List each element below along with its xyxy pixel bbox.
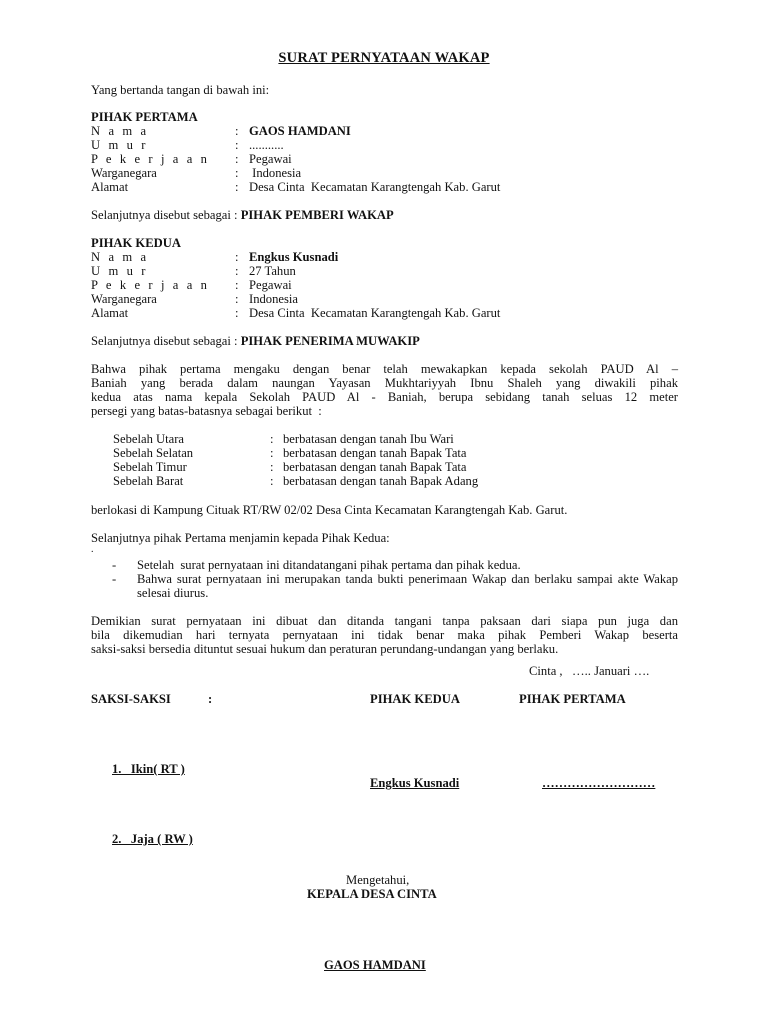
boundary-colon: : [270, 432, 274, 446]
acknowledge-role: KEPALA DESA CINTA [307, 887, 437, 901]
pihak-pertama-warganegara-row [91, 166, 691, 180]
pihak-kedua-umur-row [91, 264, 691, 278]
field-colon: : [235, 152, 239, 166]
statement-line: kedua atas nama kepala Sekolah PAUD Al - Baniah, berupa sebidang tanah seluas 12 meter [91, 390, 678, 404]
field-label: Alamat [91, 180, 129, 194]
boundary-row-east [91, 460, 691, 474]
pihak-pertama-nama-row [91, 124, 691, 138]
place-date: Cinta , ….. Januari …. [529, 664, 650, 678]
pihak-pertama-sign-name: ……………………… [542, 776, 656, 790]
document-title: SURAT PERNYATAAN WAKAP [278, 50, 490, 66]
statement-paragraph [91, 362, 678, 418]
boundary-row-west [91, 474, 691, 488]
pihak-pertama-heading: PIHAK PERTAMA [91, 110, 198, 124]
field-value: Pegawai [249, 152, 292, 166]
stray-mark: . [91, 544, 94, 555]
pihak-kedua-referred [91, 334, 420, 348]
bullet-dash: - [112, 572, 117, 586]
statement-line: Bahwa pihak pertama mengaku dengan benar telah mewakapkan kepada sekolah PAUD Al – [91, 362, 678, 376]
boundary-row-south [91, 446, 691, 460]
bullet-text: Setelah surat pernyataan ini ditandatangani pihak pertama dan pihak kedua. [137, 558, 521, 572]
boundary-value: berbatasan dengan tanah Bapak Adang [283, 474, 479, 488]
intro-text: Yang bertanda tangan di bawah ini: [91, 83, 270, 97]
field-colon: : [235, 264, 239, 278]
boundary-label: Sebelah Utara [113, 432, 184, 446]
pihak-kedua-warganegara-row [91, 292, 691, 306]
pihak-pertama-referred [91, 208, 394, 222]
field-colon: : [235, 166, 239, 180]
witness-2: 2. Jaja ( RW ) [112, 832, 193, 846]
statement-line: persegi yang batas-batasnya sebagai berikut : [91, 404, 322, 418]
field-value: Desa Cinta Kecamatan Karangtengah Kab. Garut [249, 306, 501, 320]
boundary-label: Sebelah Timur [113, 460, 187, 474]
field-colon: : [235, 292, 239, 306]
bullet-dash: - [112, 558, 117, 572]
pihak-kedua-nama-row [91, 250, 691, 264]
statement-line: Baniah yang berada dalam naungan Yayasan Mukhtariyyah Ibnu Shaleh yang diwakili pihak [91, 376, 678, 390]
pihak-pertama-alamat-row [91, 180, 691, 194]
pihak-kedua-pekerjaan-row [91, 278, 691, 292]
boundary-label: Sebelah Selatan [113, 446, 194, 460]
boundary-colon: : [270, 474, 274, 488]
field-value: Indonesia [249, 166, 302, 180]
boundary-row-north [91, 432, 691, 446]
boundary-colon: : [270, 446, 274, 460]
field-value: 27 Tahun [249, 264, 296, 278]
pihak-pertama-sign-label: PIHAK PERTAMA [519, 692, 626, 706]
field-value: Indonesia [249, 292, 298, 306]
acknowledge-name: GAOS HAMDANI [324, 958, 426, 972]
pihak-kedua-alamat-row [91, 306, 691, 320]
closing-line: Demikian surat pernyataan ini dibuat dan ditanda tangani tanpa paksaan dari siapa pun juga dan [91, 614, 678, 628]
bullet-text: Bahwa surat pernyataan ini merupakan tanda bukti penerimaan Wakap dan berlaku sampai akte Wakap selesai diurus. [137, 572, 678, 600]
field-colon: : [235, 278, 239, 292]
closing-line: saksi-saksi bersedia dituntut sesuai hukum dan peraturan perundang-undangan yang berlaku. [91, 642, 559, 656]
field-label: Warganegara [91, 166, 157, 180]
boundary-colon: : [270, 460, 274, 474]
field-label: U m u r [91, 138, 149, 152]
witness-1: 1. Ikin( RT ) [112, 762, 185, 776]
guarantee-intro: Selanjutnya pihak Pertama menjamin kepada Pihak Kedua: [91, 531, 390, 545]
boundary-value: berbatasan dengan tanah Bapak Tata [283, 446, 467, 460]
saksi-label: SAKSI-SAKSI [91, 692, 171, 706]
field-value: Desa Cinta Kecamatan Karangtengah Kab. Garut [249, 180, 501, 194]
field-label: Alamat [91, 306, 129, 320]
field-colon: : [235, 306, 239, 320]
field-label: N a m a [91, 250, 149, 264]
referred-name: PIHAK PEMBERI WAKAP [240, 208, 394, 222]
field-label: P e k e r j a a n [91, 152, 210, 166]
acknowledge-label: Mengetahui, [346, 873, 410, 887]
field-value: ........... [249, 138, 284, 152]
field-colon: : [235, 250, 239, 264]
referred-prefix: Selanjutnya disebut sebagai : [91, 208, 241, 222]
pihak-kedua-sign-name: Engkus Kusnadi [370, 776, 460, 790]
field-label: Warganegara [91, 292, 157, 306]
boundary-label: Sebelah Barat [113, 474, 184, 488]
field-colon: : [235, 124, 239, 138]
field-label: P e k e r j a a n [91, 278, 210, 292]
saksi-colon: : [208, 692, 213, 706]
field-value: Pegawai [249, 278, 292, 292]
location-text: berlokasi di Kampung Cituak RT/RW 02/02 Desa Cinta Kecamatan Karangtengah Kab. Garut. [91, 503, 568, 517]
boundary-value: berbatasan dengan tanah Bapak Tata [283, 460, 467, 474]
pihak-pertama-umur-row [91, 138, 691, 152]
pihak-pertama-pekerjaan-row [91, 152, 691, 166]
field-colon: : [235, 138, 239, 152]
referred-prefix: Selanjutnya disebut sebagai : [91, 334, 241, 348]
field-label: N a m a [91, 124, 149, 138]
field-value: Engkus Kusnadi [249, 250, 339, 264]
closing-paragraph [91, 614, 678, 656]
pihak-kedua-heading: PIHAK KEDUA [91, 236, 181, 250]
field-label: U m u r [91, 264, 149, 278]
field-colon: : [235, 180, 239, 194]
closing-line: bila dikemudian hari ternyata pernyataan ini tidak benar maka pihak Pemberi Wakap beserta [91, 628, 678, 642]
boundary-value: berbatasan dengan tanah Ibu Wari [283, 432, 454, 446]
pihak-kedua-sign-label: PIHAK KEDUA [370, 692, 460, 706]
referred-name: PIHAK PENERIMA MUWAKIP [240, 334, 420, 348]
field-value: GAOS HAMDANI [249, 124, 351, 138]
